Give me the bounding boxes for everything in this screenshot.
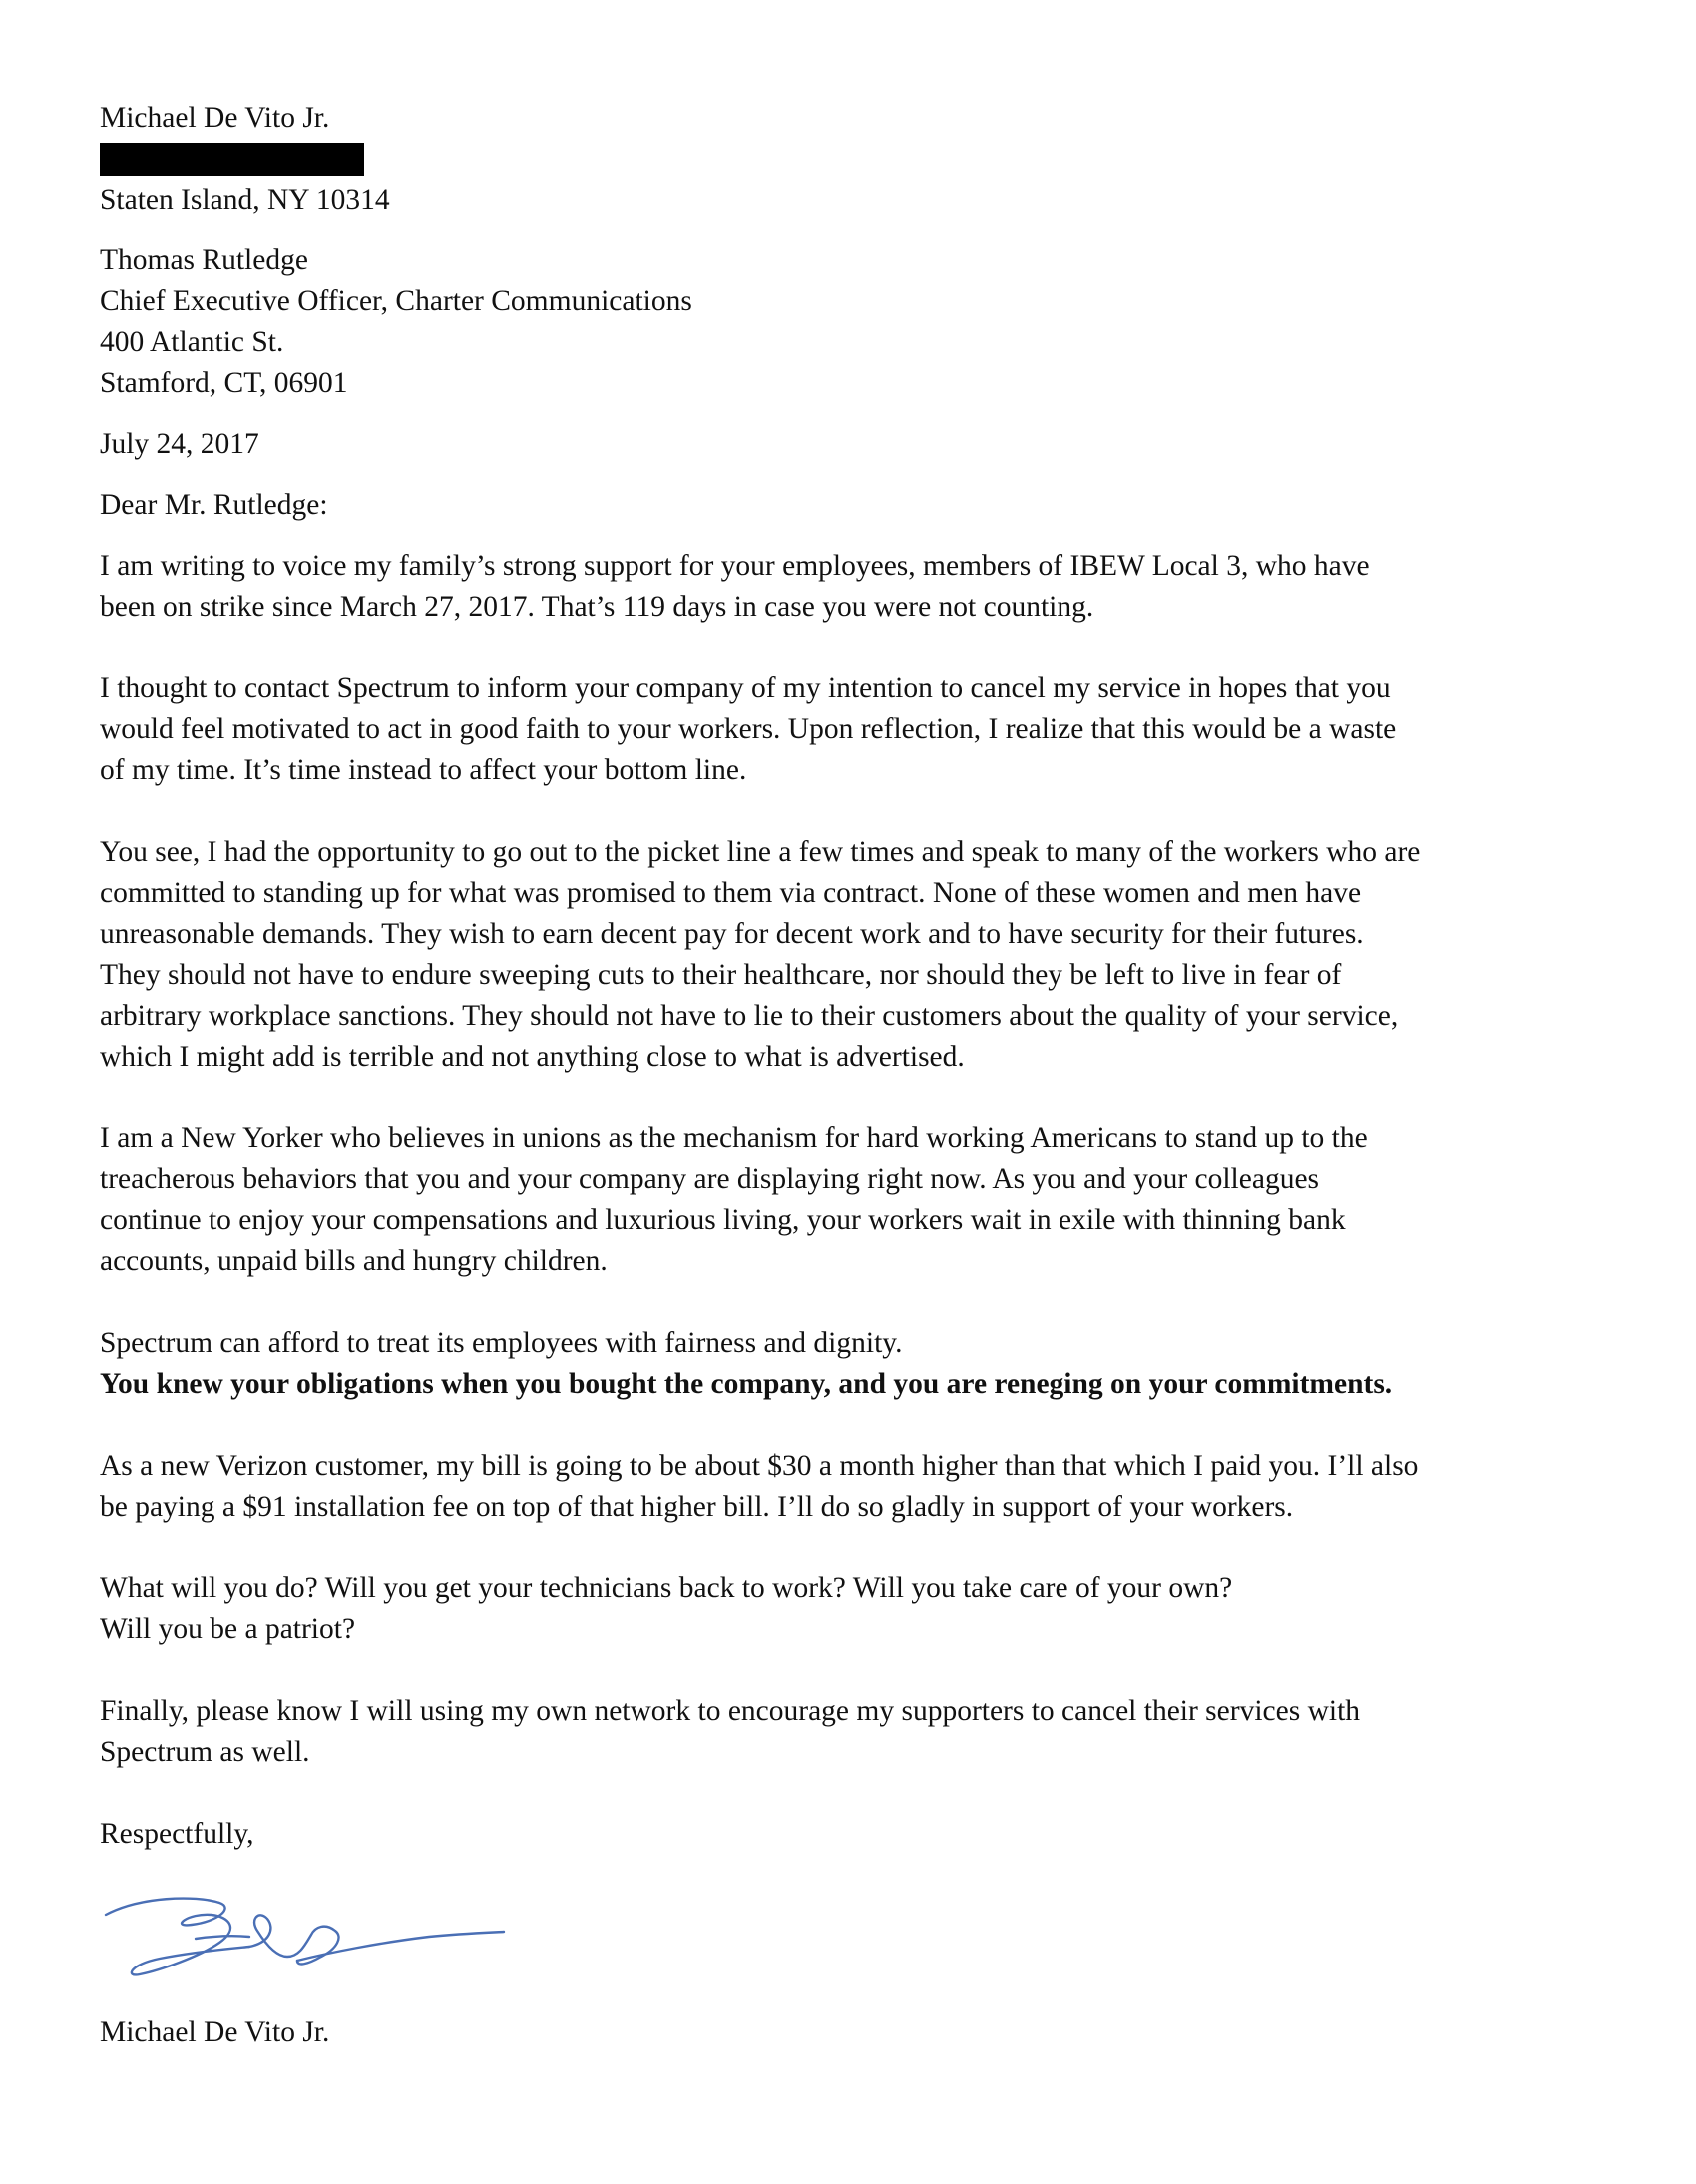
recipient-title: Chief Executive Officer, Charter Communications bbox=[100, 285, 692, 317]
signature-name: Michael De Vito Jr. bbox=[100, 2016, 330, 2048]
sender-block bbox=[100, 98, 1616, 220]
paragraph-line: I am a New Yorker who believes in unions as the mechanism for hard working Americans to stand up to the bbox=[100, 1122, 1368, 1154]
handwritten-signature bbox=[100, 1877, 519, 1996]
paragraph-line: of my time. It’s time instead to affect your bottom line. bbox=[100, 754, 747, 786]
paragraph-line: unreasonable demands. They wish to earn decent pay for decent work and to have security for their futures. bbox=[100, 918, 1364, 950]
paragraph-4 bbox=[100, 1118, 1616, 1282]
recipient-name: Thomas Rutledge bbox=[100, 244, 308, 276]
paragraph-line: You see, I had the opportunity to go out to the picket line a few times and speak to many of the workers who are bbox=[100, 836, 1421, 868]
paragraph-line: What will you do? Will you get your technicians back to work? Will you take care of your own? bbox=[100, 1572, 1233, 1604]
paragraph-7 bbox=[100, 1568, 1616, 1650]
paragraph-line: As a new Verizon customer, my bill is going to be about $30 a month higher than that which I paid you. I’ll also bbox=[100, 1450, 1419, 1482]
paragraph-line: been on strike since March 27, 2017. That’s 119 days in case you were not counting. bbox=[100, 591, 1094, 623]
paragraph-line: Finally, please know I will using my own network to encourage my supporters to cancel their services with bbox=[100, 1695, 1361, 1727]
paragraph-8 bbox=[100, 1691, 1616, 1773]
recipient-city-line: Stamford, CT, 06901 bbox=[100, 367, 348, 399]
paragraph-3 bbox=[100, 832, 1616, 1078]
paragraph-line: Will you be a patriot? bbox=[100, 1613, 356, 1645]
sender-city-line: Staten Island, NY 10314 bbox=[100, 184, 390, 216]
letter-page bbox=[100, 98, 1616, 2053]
paragraph-line: which I might add is terrible and not anything close to what is advertised. bbox=[100, 1041, 965, 1073]
paragraph-line: would feel motivated to act in good faith to your workers. Upon reflection, I realize that this would be a waste bbox=[100, 713, 1397, 745]
bold-statement: You knew your obligations when you bought the company, and you are reneging on your commitments. bbox=[100, 1368, 1393, 1400]
paragraph-line: committed to standing up for what was promised to them via contract. None of these women and men have bbox=[100, 877, 1362, 909]
paragraph-5 bbox=[100, 1323, 1616, 1405]
letter-date: July 24, 2017 bbox=[100, 428, 259, 460]
paragraph-line: continue to enjoy your compensations and luxurious living, your workers wait in exile with thinning bank bbox=[100, 1204, 1346, 1236]
paragraph-line: I am writing to voice my family’s strong support for your employees, members of IBEW Local 3, who have bbox=[100, 550, 1370, 582]
closing: Respectfully, bbox=[100, 1818, 254, 1850]
paragraph-line: Spectrum as well. bbox=[100, 1736, 310, 1768]
salutation: Dear Mr. Rutledge: bbox=[100, 489, 328, 521]
paragraph-1 bbox=[100, 546, 1616, 628]
recipient-block bbox=[100, 240, 1616, 404]
paragraph-line: treacherous behaviors that you and your company are displaying right now. As you and your colleagues bbox=[100, 1163, 1320, 1195]
paragraph-2 bbox=[100, 668, 1616, 791]
paragraph-line: be paying a $91 installation fee on top of that higher bill. I’ll do so gladly in support of your workers. bbox=[100, 1491, 1294, 1523]
paragraph-line: Spectrum can afford to treat its employees with fairness and dignity. bbox=[100, 1327, 903, 1359]
redacted-address-bar bbox=[100, 143, 364, 176]
sender-name: Michael De Vito Jr. bbox=[100, 102, 330, 134]
paragraph-line: I thought to contact Spectrum to inform your company of my intention to cancel my service in hopes that you bbox=[100, 672, 1391, 704]
paragraph-line: accounts, unpaid bills and hungry children. bbox=[100, 1245, 608, 1277]
paragraph-line: arbitrary workplace sanctions. They should not have to lie to their customers about the quality of your service, bbox=[100, 1000, 1399, 1032]
paragraph-6 bbox=[100, 1446, 1616, 1528]
recipient-street: 400 Atlantic St. bbox=[100, 326, 284, 358]
paragraph-line: They should not have to endure sweeping cuts to their healthcare, nor should they be left to live in fear of bbox=[100, 959, 1342, 991]
